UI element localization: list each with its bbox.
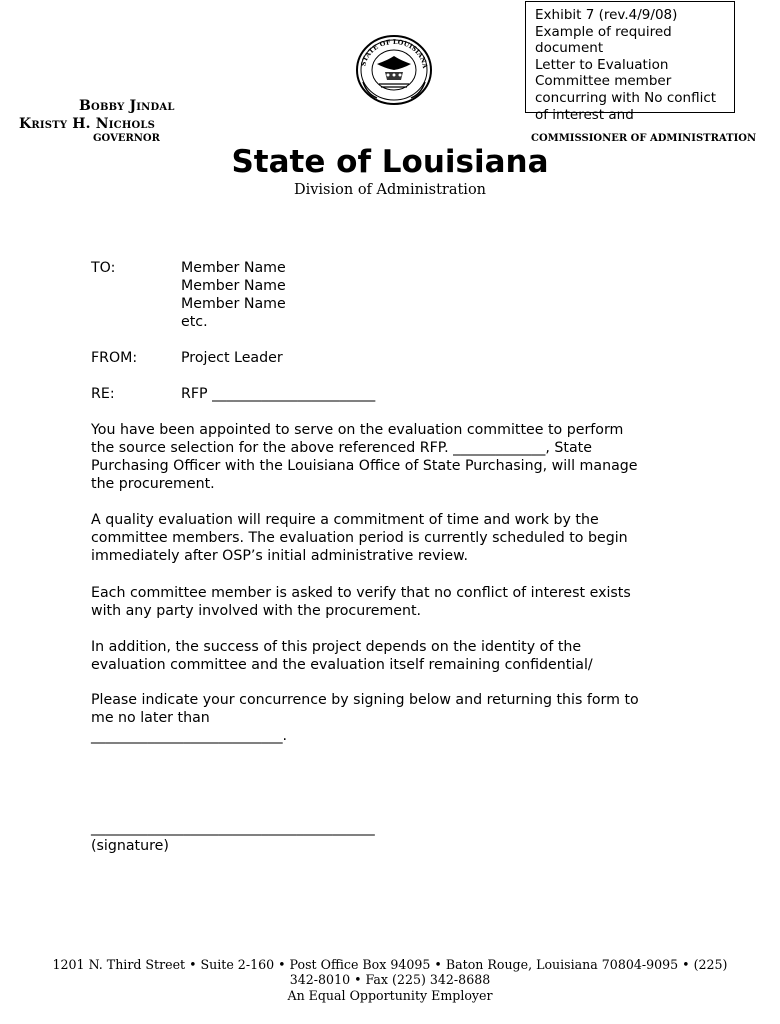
governor-title: GOVERNOR	[93, 133, 160, 144]
paragraph-confidential: In addition, the success of this project depends on the identity of the evaluation committee and the evaluation itself remaining confidential/	[91, 639, 593, 673]
to-value: etc.	[181, 314, 208, 330]
signature-label: (signature)	[91, 838, 169, 854]
paragraph-concurrence: Please indicate your concurrence by signing below and returning this form to me no later than ___________________________.	[91, 691, 691, 745]
from-label: FROM:	[91, 350, 138, 366]
state-seal-icon	[355, 34, 433, 106]
state-title: State of Louisiana	[231, 144, 549, 180]
to-value: Member Name	[181, 278, 286, 294]
signature-block	[91, 819, 691, 855]
to-value: Member Name	[181, 260, 286, 276]
governor-name: Bobby Jindal	[79, 98, 175, 114]
date-blank: ___________________________.	[91, 728, 288, 744]
paragraph-commitment: A quality evaluation will require a commitment of time and work by the committee members. The evaluation period is currently scheduled to begin immediately after OSP’s initial administrative review.	[91, 512, 628, 564]
exhibit-note-box	[525, 1, 735, 123]
commissioner-name: Kristy H. Nichols	[19, 116, 156, 132]
re-label: RE:	[91, 386, 115, 402]
exhibit-line: document	[535, 40, 604, 57]
from-value: Project Leader	[181, 350, 283, 366]
division-name: Division of Administration	[293, 182, 487, 198]
exhibit-line: concurring with No conflict	[535, 89, 717, 106]
paragraph-conflict: Each committee member is asked to verify that no conflict of interest exists with any party involved with the procurement.	[91, 585, 631, 619]
exhibit-line: Letter to Evaluation	[535, 56, 669, 73]
seal-text: STATE OF LOUISIANA	[359, 37, 430, 69]
exhibit-line: of interest and	[535, 106, 634, 123]
paragraph-appointment: You have been appointed to serve on the evaluation committee to perform the source selection for the above referenced RFP. _____________, State Purchasing Officer with the Louisiana Office of State Purchasing, will manage the procurement.	[91, 422, 638, 492]
footer-address: 1201 N. Third Street • Suite 2-160 • Post Office Box 94095 • Baton Rouge, Louisiana 70804-9095 • (225) 342-8010 • Fax (225) 342-8688 An Equal Opportunity Employer	[52, 957, 728, 1003]
exhibit-line: Example of required	[535, 23, 672, 40]
exhibit-line: Committee member	[535, 73, 672, 90]
signature-line: ________________________________________	[91, 820, 375, 836]
re-value: RFP _______________________	[181, 386, 376, 402]
commissioner-title: COMMISSIONER OF ADMINISTRATION	[531, 133, 757, 144]
to-label: TO:	[91, 260, 116, 276]
to-value: Member Name	[181, 296, 286, 312]
exhibit-line: Exhibit 7 (rev.4/9/08)	[535, 7, 678, 23]
